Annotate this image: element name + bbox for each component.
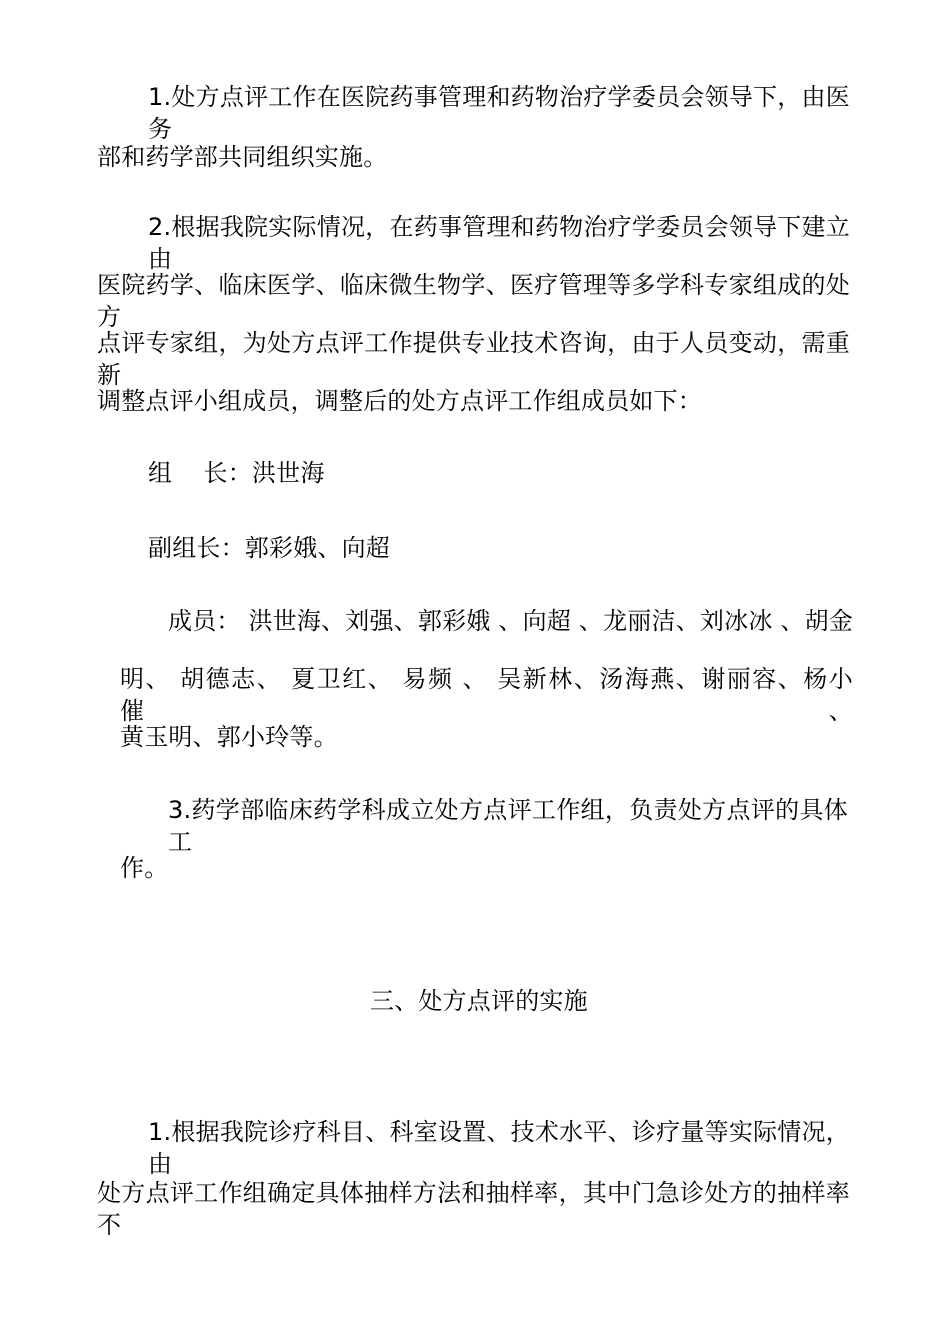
paragraph-4-line-2: 处方点评工作组确定具体抽样方法和抽样率，其中门急诊处方的抽样率不 — [97, 1179, 850, 1239]
group-leader-line: 组 长：洪世海 — [148, 459, 325, 487]
paragraph-2-line-1: 2.根据我院实际情况，在药事管理和药物治疗学委员会领导下建立由 — [148, 213, 850, 273]
paragraph-3-line-1: 3.药学部临床药学科成立处方点评工作组，负责处方点评的具体工 — [168, 796, 848, 856]
paragraph-2-line-3: 点评专家组，为处方点评工作提供专业技术咨询，由于人员变动，需重新 — [97, 329, 850, 389]
paragraph-4-line-1: 1.根据我院诊疗科目、科室设置、技术水平、诊疗量等实际情况，由 — [148, 1118, 850, 1178]
members-line-1: 成员： 洪世海、刘强、郭彩娥 、向超 、龙丽洁、刘冰冰 、胡金 — [168, 607, 853, 635]
section-heading: 三、处方点评的实施 — [370, 987, 588, 1015]
paragraph-2-line-4: 调整点评小组成员，调整后的处方点评工作组成员如下： — [97, 387, 702, 415]
paragraph-2-line-2: 医院药学、临床医学、临床微生物学、医疗管理等多学科专家组成的处方 — [97, 271, 850, 331]
paragraph-1-line-2: 部和药学部共同组织实施。 — [97, 143, 388, 171]
paragraph-1-line-1: 1.处方点评工作在医院药事管理和药物治疗学委员会领导下，由医务 — [148, 83, 850, 143]
paragraph-3-line-2: 作。 — [120, 854, 169, 882]
members-line-2: 明、 胡德志、 夏卫红、 易频 、 吴新林、汤海燕、谢丽容、杨小催、 — [120, 665, 853, 725]
deputy-leader-line: 副组长：郭彩娥、向超 — [148, 534, 390, 562]
members-line-3: 黄玉明、郭小玲等。 — [120, 723, 338, 751]
